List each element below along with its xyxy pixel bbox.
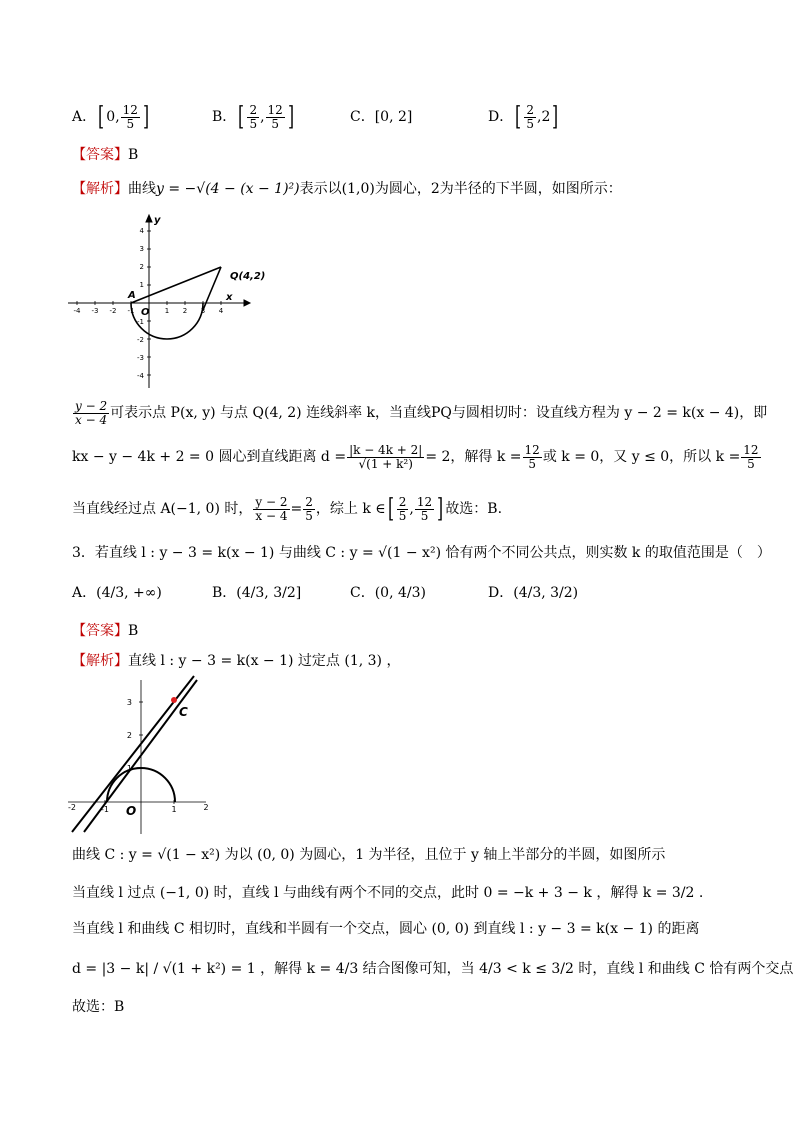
x-tick-label: 1 — [171, 805, 177, 814]
point-q-label: Q(4,2) — [230, 271, 266, 282]
y-tick-label: 3 — [126, 698, 132, 707]
q2-option-a: A．[ 0, $\frac{12}{5}$ ] — [72, 102, 150, 133]
y-tick-label: 1 — [139, 281, 144, 289]
x-tick-label: 2 — [182, 307, 188, 315]
q2-graph — [66, 212, 266, 390]
q2-analysis-line3: 当直线经过点 A(−1, 0) 时， $\frac{y - 2}{x - 4}$ = $\frac{2}{5}$ ，综上 k ∈[ $\frac{2}{5}$ , $\frac{12}{5}$ ] 故选：B. — [72, 494, 503, 525]
x-tick-label: -2 — [109, 307, 117, 315]
point-a-label: A — [128, 290, 136, 301]
point-c-marker — [171, 697, 177, 703]
q2-option-c: C．[0, 2] — [350, 109, 413, 125]
y-tick-label: -3 — [137, 354, 144, 362]
y-tick-label: 2 — [126, 731, 132, 740]
x-tick-label: -2 — [68, 803, 76, 812]
y-tick-label: 3 — [139, 245, 144, 253]
x-tick-label: 3 — [200, 307, 206, 315]
q3-option-b: B．(4/3, 3/2] — [212, 585, 302, 601]
q2-analysis-line1: $\frac{y - 2}{x - 4}$ 可表示点 P(x, y) 与点 Q(4, 2) 连线斜率 k，当直线PQ与圆相切时：设直线方程为 y − 2 = k(x − 4)，即 — [75, 399, 768, 427]
y-tick-label: 4 — [139, 227, 144, 235]
x-tick-label: -3 — [91, 307, 99, 315]
q2-option-d: D．[ $\frac{2}{5}$ ,2] — [488, 102, 559, 133]
q3-option-a: A．(4/3, +∞) — [72, 585, 162, 601]
q3-graph — [66, 676, 212, 838]
x-tick-label: 2 — [203, 803, 209, 812]
q2-analysis-line2: kx − y − 4k + 2 = 0 圆心到直线距离 d = $\frac{|k - 4k + 2|}{\text{√(1 + k²)}}$ = 2，解得 k = $\frac{12}{5}$ 或 k = 0，又 y ≤ 0，所以 k = $\frac{12}{5}$ — [72, 443, 759, 471]
q3-p1: 曲线 C : y = √(1 − x²) 为以 (0, 0) 为圆心，1 为半径，且位于 y 轴上半部分的半圆，如图所示 — [72, 847, 666, 863]
y-tick-label: 2 — [139, 263, 144, 271]
y-axis-arrow — [146, 215, 152, 222]
x-axis-label: x — [226, 292, 233, 303]
q3-p3: 当直线 l 和曲线 C 相切时，直线和半圆有一个交点，圆心 (0, 0) 到直线 l : y − 3 = k(x − 1) 的距离 — [72, 921, 700, 937]
x-tick-label: -4 — [73, 307, 81, 315]
y-tick-label: 1 — [126, 764, 132, 773]
x-tick-label: -1 — [127, 307, 135, 315]
x-axis-arrow — [244, 300, 250, 306]
x-tick-label: 4 — [218, 307, 224, 315]
q3-answer: 【答案】B — [72, 623, 139, 639]
y-tick-label: -1 — [137, 318, 144, 326]
point-c-label: C — [179, 705, 188, 719]
q3-p5: 故选：B — [72, 999, 125, 1015]
y-tick-label: -4 — [137, 372, 144, 380]
q3-option-d: D．(4/3, 3/2) — [488, 585, 579, 601]
q3-p4: d = |3 − k| / √(1 + k²) = 1 ，解得 k = 4/3 结合图像可知，当 4/3 < k ≤ 3/2 时，直线 l 和曲线 C 恰有两个交点 — [72, 961, 794, 977]
q2-analysis-intro: 【解析】曲线y = −√(4 − (x − 1)²)表示以(1,0)为圆心，2为半径的下半圆，如图所示： — [72, 181, 622, 197]
q2-answer: 【答案】B — [72, 147, 139, 163]
q2-option-b: B．[ $\frac{2}{5}$ , $\frac{12}{5}$ ] — [212, 102, 294, 133]
y-tick-label: -2 — [137, 336, 144, 344]
y-axis-label: y — [154, 215, 161, 226]
q3-stem: 3．若直线 l : y − 3 = k(x − 1) 与曲线 C : y = √(1 − x²) 恰有两个不同公共点，则实数 k 的取值范围是（ ） — [72, 545, 771, 561]
x-tick-label: -1 — [101, 805, 109, 814]
origin-label: O — [126, 804, 137, 818]
origin-label: O — [141, 307, 150, 318]
q3-option-c: C．(0, 4/3) — [350, 585, 426, 601]
q3-p2: 当直线 l 过点 (−1, 0) 时，直线 l 与曲线有两个不同的交点，此时 0 = −k + 3 − k ，解得 k = 3/2 . — [72, 885, 704, 901]
q3-analysis-intro: 【解析】直线 l : y − 3 = k(x − 1) 过定点 (1, 3) ， — [72, 653, 401, 669]
x-tick-label: 1 — [164, 307, 170, 315]
